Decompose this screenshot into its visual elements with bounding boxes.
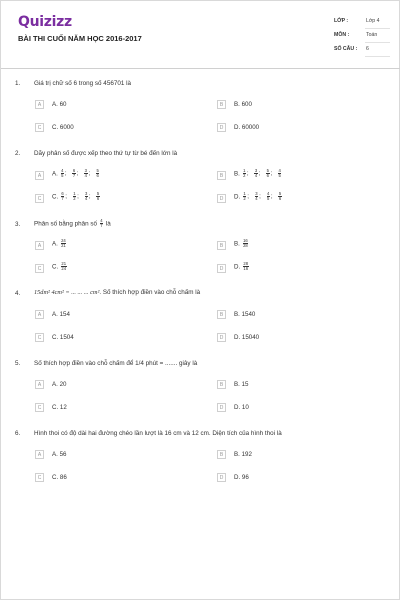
fraction-numerator: 4 — [267, 191, 270, 196]
fraction-numerator: 3 — [84, 168, 88, 173]
fraction-separator: ; — [270, 170, 274, 178]
question-text: Số thích hợp điền vào chỗ chấm để 1/4 phút = ....... giây là — [34, 360, 198, 367]
fraction — [84, 169, 87, 179]
option-a-box[interactable]: A — [35, 450, 44, 459]
fraction-numerator: 5 — [278, 191, 282, 196]
option-d-text: D. 15040 — [234, 334, 260, 341]
option-a-text: A. 60 — [52, 101, 67, 108]
option-b-box[interactable]: B — [217, 450, 226, 459]
option-c-text — [52, 192, 101, 202]
fraction-separator: ; — [77, 193, 81, 201]
fraction-numerator: 5 — [96, 168, 99, 173]
question-text: Hình thoi có độ dài hai đường chéo lần lượt là 16 cm và 12 cm. Diện tích của hình thoi là — [34, 430, 282, 437]
option-prefix: B. — [234, 240, 242, 248]
option-prefix: D. — [234, 263, 242, 271]
fraction-numerator: 16 — [243, 238, 248, 243]
question-text — [34, 219, 111, 229]
option-d-box[interactable]: D — [217, 403, 226, 412]
fraction-denominator: 4 — [84, 173, 88, 179]
option-b-box[interactable]: B — [217, 100, 226, 109]
count-value: 6 — [366, 46, 369, 52]
fraction-denominator: 24 — [61, 266, 67, 272]
fraction-separator: ; — [259, 193, 263, 201]
quiz-header — [1, 1, 400, 69]
option-prefix: A. — [52, 240, 60, 248]
class-label: LỚP : — [334, 18, 349, 24]
fraction — [243, 239, 249, 249]
fraction-numerator: 21 — [61, 261, 67, 266]
option-b-box[interactable]: B — [217, 241, 226, 250]
fraction — [254, 169, 257, 179]
option-d-box[interactable]: D — [217, 473, 226, 482]
fraction-numerator: 28 — [243, 261, 249, 266]
fraction-separator: ; — [76, 170, 81, 178]
option-b-text: B. 15 — [234, 381, 249, 388]
option-c-box[interactable]: C — [35, 403, 44, 412]
fraction-separator: ; — [258, 170, 263, 178]
fraction-denominator: 4 — [255, 196, 258, 202]
fraction-denominator: 28 — [243, 243, 248, 249]
quizizz-logo: Quizizz — [18, 14, 72, 30]
fraction-denominator: 7 — [72, 173, 76, 179]
fraction-numerator: 4 — [61, 168, 64, 173]
subject-row — [334, 30, 386, 43]
question-math: 15dm² 4cm² = ... ... ... cm² — [34, 289, 100, 296]
option-a-text: A. 154 — [52, 311, 70, 318]
option-c-box[interactable]: C — [35, 333, 44, 342]
option-d-text — [234, 192, 283, 202]
option-a-text: A. 20 — [52, 381, 67, 388]
exam-title: BÀI THI CUỐI NĂM HỌC 2016-2017 — [18, 34, 142, 43]
option-a-text — [52, 239, 67, 249]
fraction-denominator: 6 — [266, 173, 270, 179]
option-a-box[interactable]: A — [35, 380, 44, 389]
fraction — [61, 192, 64, 202]
option-a-box[interactable]: A — [35, 100, 44, 109]
fraction-denominator: 21 — [61, 243, 66, 249]
fraction-separator: ; — [246, 170, 251, 178]
fraction — [255, 192, 258, 202]
fraction-numerator: 24 — [61, 238, 66, 243]
fraction-numerator: 1 — [243, 168, 246, 173]
class-underline — [365, 28, 390, 29]
count-underline — [365, 56, 390, 57]
fraction — [96, 169, 99, 179]
fraction — [72, 169, 75, 179]
option-prefix: C. — [52, 193, 60, 201]
fraction-numerator: 6 — [72, 168, 76, 173]
option-prefix: B. — [234, 170, 242, 178]
option-b-text — [234, 169, 282, 179]
option-c-text: C. 12 — [52, 404, 67, 411]
option-b-box[interactable]: B — [217, 310, 226, 319]
fraction-separator: ; — [64, 170, 69, 178]
count-row — [334, 44, 386, 57]
question-text: Dãy phân số được xếp theo thứ tự từ bé đến lớn là — [34, 150, 178, 157]
fraction — [267, 192, 270, 202]
option-d-text: D. 60000 — [234, 124, 260, 131]
fraction-numerator: 3 — [254, 168, 258, 173]
subject-underline — [365, 42, 390, 43]
fraction-separator: ; — [88, 193, 93, 201]
option-prefix: D. — [234, 193, 242, 201]
fraction-numerator: 6 — [61, 191, 64, 196]
fraction-denominator: 6 — [96, 196, 100, 202]
option-c-text: C. 6000 — [52, 124, 74, 131]
fraction — [96, 192, 99, 202]
question-text-rest: . Số thích hợp điền vào chỗ chấm là — [99, 289, 201, 296]
option-d-text: D. 96 — [234, 474, 249, 481]
fraction — [61, 169, 64, 179]
fraction-numerator: 1 — [243, 191, 246, 196]
fraction — [61, 262, 67, 272]
fraction-separator: ; — [88, 170, 92, 178]
count-label: SỐ CÂU : — [334, 46, 358, 52]
option-a-box[interactable]: A — [35, 241, 44, 250]
fraction — [61, 239, 67, 249]
option-b-text: B. 1540 — [234, 311, 256, 318]
fraction-denominator: 2 — [73, 196, 76, 202]
fraction — [85, 192, 88, 202]
fraction-denominator: 7 — [100, 223, 103, 229]
option-c-box[interactable]: C — [35, 123, 44, 132]
option-c-box[interactable]: C — [35, 264, 44, 273]
subject-label: MÔN : — [334, 32, 350, 38]
fraction-denominator: 16 — [243, 266, 249, 272]
fraction-denominator: 2 — [243, 173, 246, 179]
option-a-box[interactable]: A — [35, 310, 44, 319]
option-d-text — [234, 262, 250, 272]
option-d-box[interactable]: D — [217, 264, 226, 273]
option-c-box[interactable]: C — [35, 194, 44, 203]
fraction — [243, 262, 249, 272]
question-text — [34, 289, 200, 296]
fraction — [278, 192, 281, 202]
fraction-denominator: 7 — [61, 196, 64, 202]
class-row — [334, 16, 386, 29]
option-d-box[interactable]: D — [217, 123, 226, 132]
option-a-text — [52, 169, 100, 179]
question-number: 2. — [15, 150, 21, 157]
class-value: Lớp 4 — [366, 18, 380, 24]
fraction-denominator: 5 — [278, 173, 281, 179]
fraction-numerator: 1 — [73, 191, 76, 196]
subject-value: Toán — [366, 32, 378, 38]
fraction-separator: ; — [247, 193, 251, 201]
fraction-denominator: 6 — [96, 173, 99, 179]
fraction — [266, 169, 269, 179]
question-text-after: là — [105, 220, 111, 228]
option-b-text: B. 192 — [234, 451, 252, 458]
option-a-box[interactable]: A — [35, 171, 44, 180]
option-b-text: B. 600 — [234, 101, 252, 108]
fraction-numerator: 3 — [85, 191, 88, 196]
option-c-box[interactable]: C — [35, 473, 44, 482]
question-number: 6. — [15, 430, 21, 437]
fraction — [243, 169, 246, 179]
question-number: 3. — [15, 221, 21, 228]
option-prefix: C. — [52, 263, 60, 271]
fraction-separator: ; — [65, 193, 69, 201]
question-fraction — [100, 219, 103, 229]
fraction — [243, 192, 246, 202]
option-d-text: D. 10 — [234, 404, 249, 411]
fraction-numerator: 4 — [278, 168, 281, 173]
option-prefix: A. — [52, 170, 60, 178]
option-b-text — [234, 239, 249, 249]
option-a-text: A. 56 — [52, 451, 67, 458]
fraction-denominator: 4 — [85, 196, 88, 202]
option-c-text: C. 1504 — [52, 334, 74, 341]
option-c-text — [52, 262, 68, 272]
fraction — [278, 169, 281, 179]
option-b-box[interactable]: B — [217, 380, 226, 389]
fraction-numerator: 5 — [96, 191, 100, 196]
fraction — [73, 192, 76, 202]
option-b-box[interactable]: B — [217, 171, 226, 180]
fraction-denominator: 4 — [254, 173, 258, 179]
fraction-numerator: 5 — [266, 168, 270, 173]
fraction-numerator: 4 — [100, 218, 103, 223]
question-number: 5. — [15, 360, 21, 367]
question-number: 1. — [15, 80, 21, 87]
option-d-box[interactable]: D — [217, 194, 226, 203]
fraction-separator: ; — [270, 193, 275, 201]
question-text: Giá trị chữ số 6 trong số 456701 là — [34, 80, 131, 87]
question-text-before: Phân số bằng phân số — [34, 220, 98, 228]
option-d-box[interactable]: D — [217, 333, 226, 342]
question-number: 4. — [15, 290, 21, 297]
fraction-numerator: 3 — [255, 191, 258, 196]
fraction-denominator: 5 — [61, 173, 64, 179]
fraction-denominator: 2 — [243, 196, 246, 202]
fraction-denominator: 5 — [267, 196, 270, 202]
option-c-text: C. 86 — [52, 474, 67, 481]
fraction-denominator: 6 — [278, 196, 282, 202]
